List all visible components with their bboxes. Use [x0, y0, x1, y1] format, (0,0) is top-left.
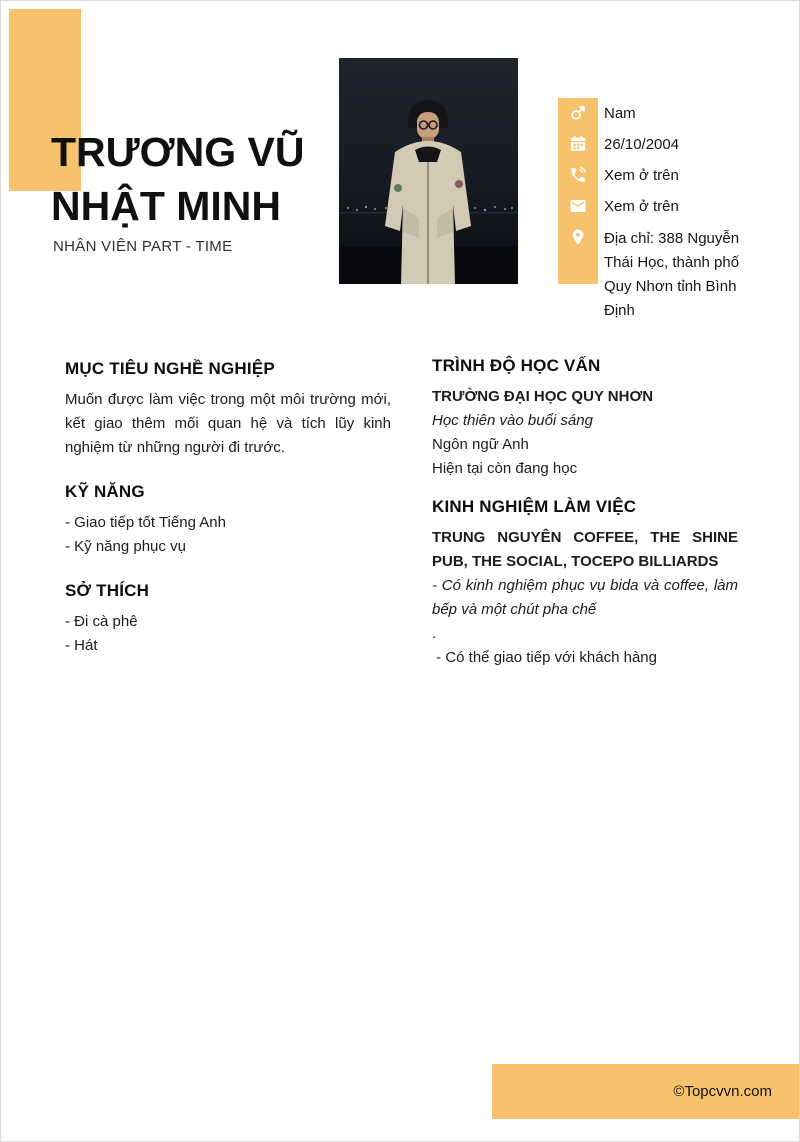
section-experience — [432, 497, 738, 670]
section-skills — [65, 482, 391, 559]
profile-photo-illustration — [339, 58, 518, 284]
candidate-name-line-1: TRƯƠNG VŨ — [51, 129, 305, 175]
section-objective — [65, 359, 391, 460]
section-hobbies — [65, 581, 391, 658]
hobbies-heading: SỞ THÍCH — [65, 581, 150, 600]
experience-dot: . — [432, 625, 437, 642]
candidate-name-line-2: NHẬT MINH — [51, 183, 282, 229]
contact-address-value: Địa chỉ: 388 Nguyễn Thái Học, thành phố Quy Nhơn tỉnh Bình Định — [604, 230, 740, 319]
phone-icon — [569, 166, 587, 184]
education-school: TRƯỜNG ĐẠI HỌC QUY NHƠN — [432, 388, 654, 405]
job-title: NHÂN VIÊN PART - TIME — [53, 238, 233, 255]
left-column — [65, 359, 391, 680]
hobby-item: - Đi cà phê — [65, 613, 138, 630]
calendar-icon — [569, 135, 587, 153]
experience-detail: - Có thể giao tiếp với khách hàng — [432, 649, 657, 666]
contact-phone-value: Xem ở trên — [604, 167, 679, 184]
location-icon — [569, 228, 587, 246]
contact-info — [604, 98, 754, 323]
candidate-name — [51, 125, 305, 233]
contact-gender-value: Nam — [604, 105, 636, 122]
education-line: Ngôn ngữ Anh — [432, 436, 529, 453]
profile-photo — [339, 58, 518, 284]
education-line: Hiện tại còn đang học — [432, 460, 578, 477]
contact-dob-value: 26/10/2004 — [604, 136, 680, 153]
education-note: Học thiên vào buổi sáng — [432, 412, 593, 429]
contact-email-value: Xem ở trên — [604, 198, 679, 215]
footer-bar — [492, 1064, 800, 1119]
email-icon — [569, 197, 587, 215]
objective-text: Muốn được làm việc trong một môi trường mới, kết giao thêm mối quan hệ và tích lũy kinh nghiệm từ những người đi trước. — [65, 391, 391, 456]
hobby-item: - Hát — [65, 637, 98, 654]
skill-item: - Giao tiếp tốt Tiếng Anh — [65, 514, 226, 531]
section-education — [432, 356, 738, 481]
gender-icon — [569, 104, 587, 122]
contact-icon-strip — [558, 98, 598, 284]
right-column — [432, 356, 738, 686]
experience-heading: KINH NGHIỆM LÀM VIỆC — [432, 497, 637, 516]
objective-heading: MỤC TIÊU NGHỀ NGHIỆP — [65, 359, 275, 378]
skills-heading: KỸ NĂNG — [65, 482, 145, 501]
experience-employer: TRUNG NGUYÊN COFFEE, THE SHINE PUB, THE SOCIAL, TOCEPO BILLIARDS — [432, 529, 738, 570]
skill-item: - Kỹ năng phục vụ — [65, 538, 186, 555]
education-heading: TRÌNH ĐỘ HỌC VẤN — [432, 356, 601, 375]
experience-detail-italic: - Có kinh nghiệm phục vụ bida và coffee, làm bếp và một chút pha chế — [432, 577, 738, 618]
footer-credit: ©Topcvvn.com — [673, 1083, 772, 1100]
